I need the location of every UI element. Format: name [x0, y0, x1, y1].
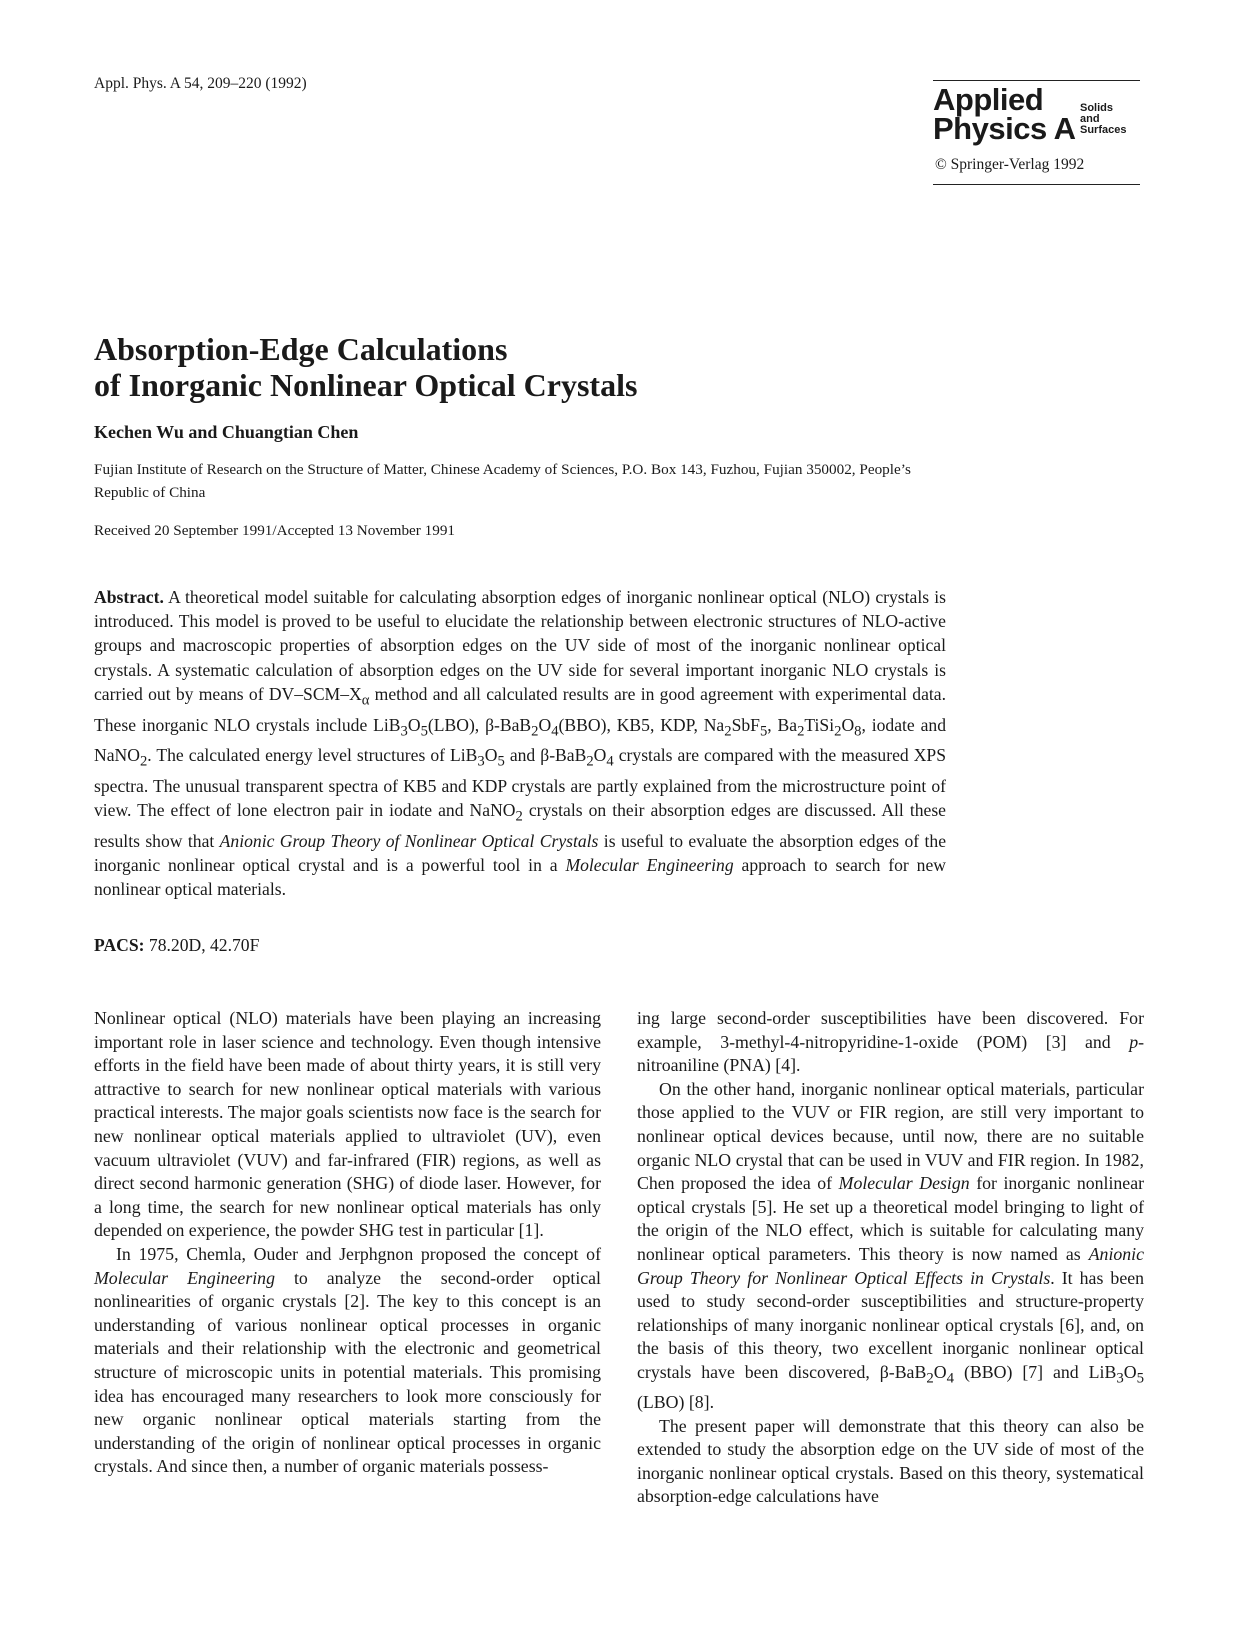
authors: Kechen Wu and Chuangtian Chen	[94, 422, 359, 442]
received-date: Received 20 September 1991/Accepted 13 November 1991	[94, 522, 456, 539]
body-column-left	[94, 1007, 601, 1479]
paragraph: On the other hand, inorganic nonlinear optical materials, particular those applied to the VUV or FIR region, are still very important to nonlinear optical devices because, until now, there are no suitable organic NLO crystal that can be used in VUV and FIR region. In 1982, Chen proposed the idea of Molecular Design for inorganic nonlinear optical crystals [5]. He set up a theoretical model bringing to light of the origin of the NLO effect, which is suitable for calculating many nonlinear optical parameters. This theory is now named as Anionic Group Theory for Nonlinear Optical Effects in Crystals. It has been used to study second-order susceptibilities and structure-property relationships of many inorganic nonlinear optical crystals [6], and, on the basis of this theory, two excellent inorganic nonlinear optical crystals have been discovered, $\beta-BaB_2O_4$ (BBO) [7] and $LiB_3O_5$ (LBO) [8].	[637, 1078, 1145, 1413]
paragraph: ing large second-order susceptibilities have been discovered. For example, 3-methyl-4-nitropyridine-1-oxide (POM) [3] and p-nitroaniline (PNA) [4].	[637, 1008, 1144, 1076]
paper-title: Absorption-Edge Calculations of Inorganic Nonlinear Optical Crystals	[94, 331, 638, 403]
journal-section: Solids and Surfaces	[1080, 102, 1127, 136]
publisher: © Springer-Verlag 1992	[935, 156, 1085, 173]
journal-citation: Appl. Phys. A 54, 209–220 (1992)	[94, 75, 307, 92]
abstract: Abstract. A theoretical model suitable for calculating absorption edges of inorganic nonlinear optical (NLO) crystals is introduced. This model is proved to be useful to elucidate the relationship between electronic structures of NLO-active groups and macroscopic properties of absorption edges on the UV side of most of the inorganic nonlinear optical crystals. A systematic calculation of absorption edges on the UV side for several important inorganic NLO crystals is carried out by means of $DV-SCM-X_\alpha$ method and all calculated results are in good agreement with experimental data. These inorganic NLO crystals include $LiB_3O_5(LBO)$, $\beta-BaB_2O_4(BBO)$, KB5, KDP, $Na_2SbF_5$, $Ba_2TiSi_2O_8$, iodate and NaNO$_2$. The calculated energy level structures of $LiB_3O_5$ and $\beta-BaB_2O_4$ crystals are compared with the measured XPS spectra. The unusual transparent spectra of KB5 and KDP crystals are partly explained from the microstructure point of view. The effect of lone electron pair in iodate and NaNO$_2$ crystals on their absorption edges are discussed. All these results show that Anionic Group Theory of Nonlinear Optical Crystals is useful to evaluate the absorption edges of the inorganic nonlinear optical crystal and is a powerful tool in a Molecular Engineering approach to search for new nonlinear optical materials.	[94, 587, 947, 900]
paragraph: Nonlinear optical (NLO) materials have been playing an increasing important role in laser science and technology. Even though intensive efforts in the field have been made of about thirty years, it is still very attractive to search for new nonlinear optical materials with various practical interests. The major goals scientists now face is the search for new nonlinear optical materials applied to ultraviolet (UV), even vacuum ultraviolet (VUV) and far-infrared (FIR) regions, as well as direct second harmonic generation (SHG) of diode laser. However, for a long time, the search for new nonlinear optical materials has only depended on experience, the powder SHG test in particular [1].	[94, 1008, 601, 1241]
paragraph: The present paper will demonstrate that this theory can also be extended to study the absorption edge on the UV side of most of the inorganic nonlinear optical crystals. Based on this theory, systematical absorption-edge calculations have	[637, 1415, 1144, 1507]
affiliation: Fujian Institute of Research on the Structure of Matter, Chinese Academy of Sciences, P.O. Box 143, Fuzhou, Fujian 350002, People’s Republic of China	[94, 461, 911, 501]
body-column-right	[637, 1007, 1144, 1509]
journal-title: Applied Physics A	[933, 82, 1076, 146]
abstract-label: Abstract.	[94, 587, 164, 607]
journal-logo	[933, 80, 1140, 185]
paragraph: In 1975, Chemla, Ouder and Jerphgnon proposed the concept of Molecular Engineering to analyze the second-order optical nonlinearities of organic crystals [2]. The key to this concept is an understanding of various nonlinear optical processes in organic materials and their relationship with the electronic and geometrical structure of microscopic units in potential materials. This promising idea has encouraged many researchers to look more consciously for new organic nonlinear optical materials starting from the understanding of the origin of nonlinear optical processes in organic crystals. And since then, a number of organic materials possess-	[94, 1243, 601, 1477]
pacs-codes: PACS: 78.20D, 42.70F	[94, 935, 260, 955]
